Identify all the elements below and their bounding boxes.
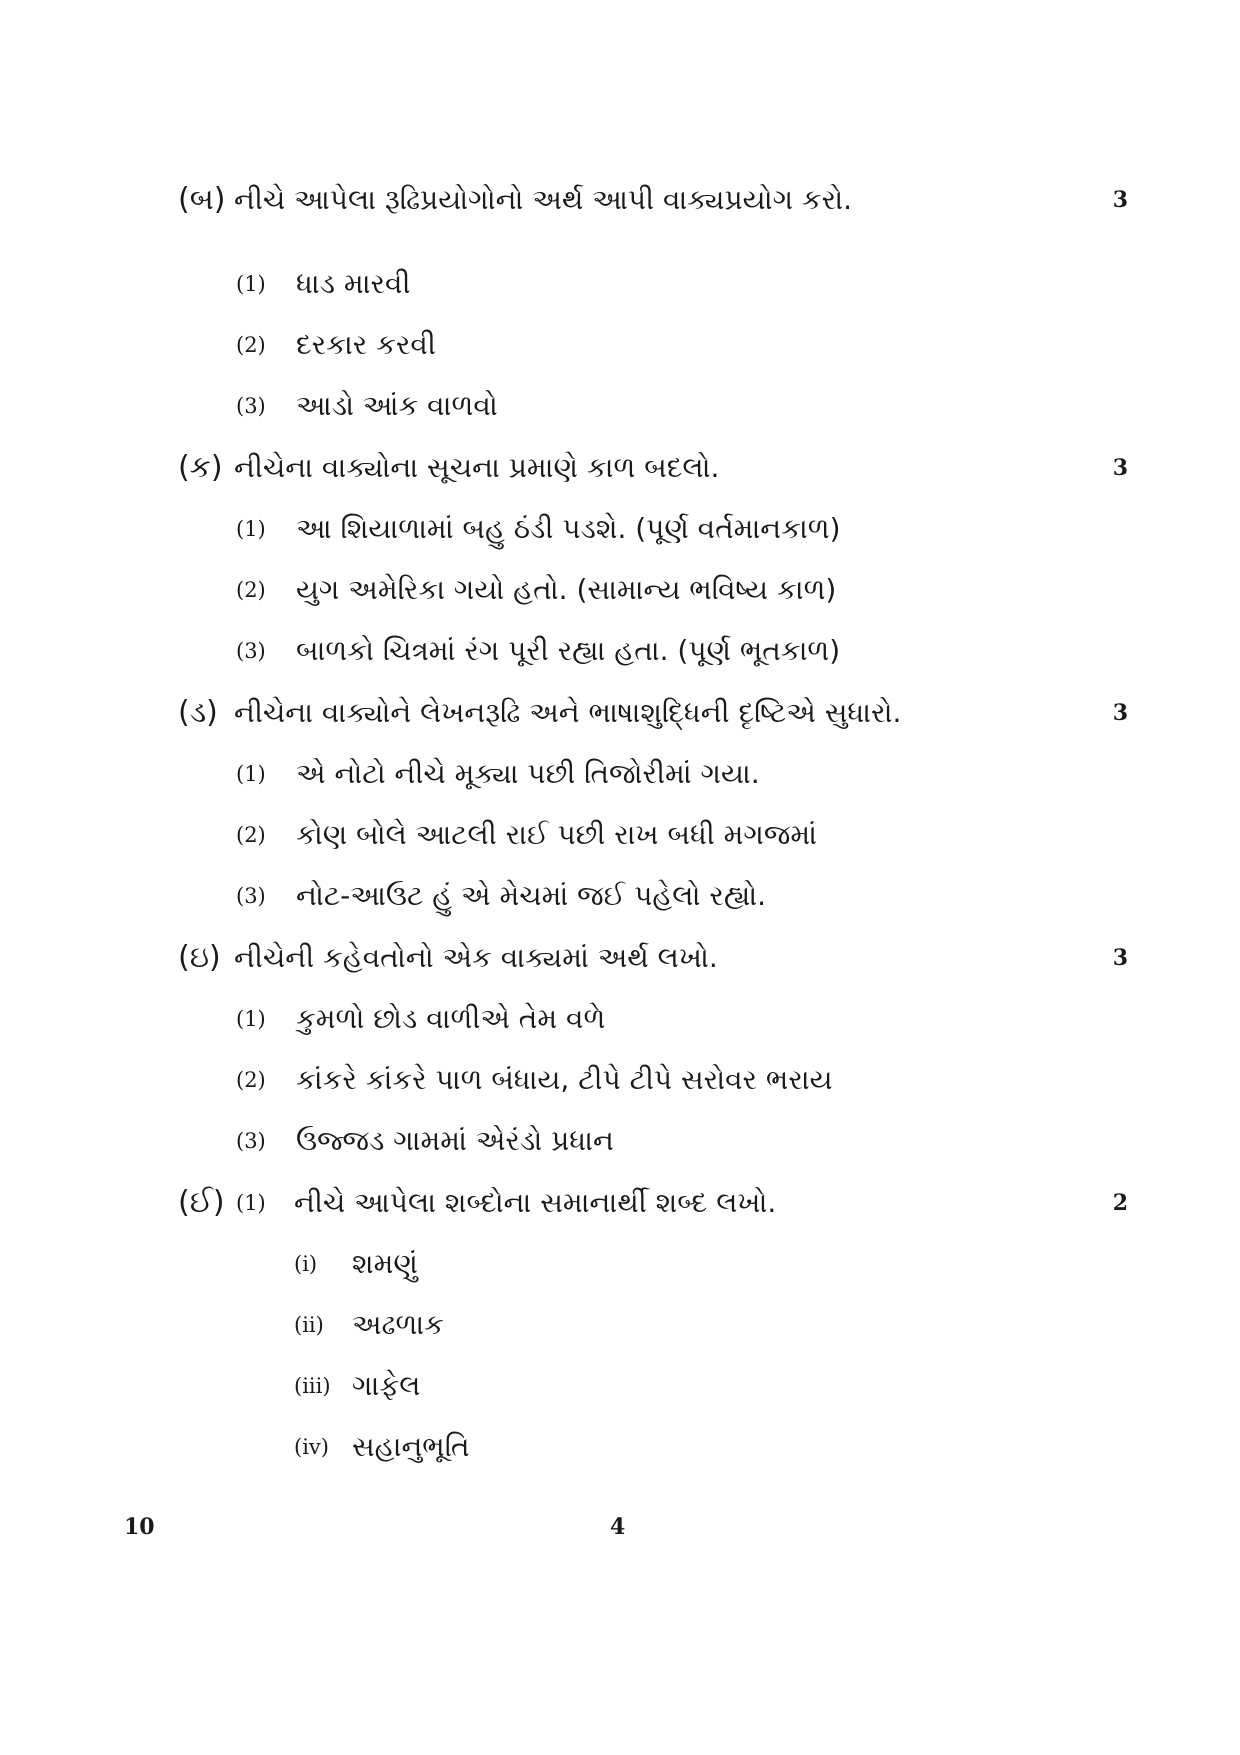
item-text: કાંકરે કાંકરે પાળ બંધાય, ટીપે ટીપે સરોવર ભરાય — [296, 1063, 833, 1096]
question-label: (ઇ) — [178, 940, 221, 975]
item-text: નોટ-આઉટ હું એ મેચમાં જઈ પહેલો રહ્યો. — [296, 879, 767, 912]
item-text: ધાડ મારવી — [296, 267, 411, 300]
question-marks: 3 — [1112, 187, 1128, 213]
item-number: (2) — [236, 823, 266, 847]
item-text: એ નોટો નીચે મૂક્યા પછી તિજોરીમાં ગયા. — [296, 757, 760, 790]
item-text: અઢળાક — [352, 1308, 444, 1341]
question-text: નીચે આપેલા શબ્દોના સમાનાર્થી શબ્દ લખો. — [294, 1186, 777, 1219]
item-number: (2) — [236, 578, 266, 602]
question-marks: 3 — [1112, 945, 1128, 971]
item-number: (i) — [294, 1252, 318, 1276]
item-number: (iv) — [294, 1435, 329, 1459]
question-header-i — [178, 936, 1128, 980]
item-number: (ii) — [294, 1313, 324, 1337]
item-number: (2) — [236, 333, 266, 357]
question-header-b — [178, 178, 1128, 222]
question-label: (ક) — [178, 450, 223, 485]
item-text: શમણું — [352, 1247, 418, 1280]
item-text: કુમળો છોડ વાળીએ તેમ વળે — [296, 1002, 606, 1035]
subquestion-number: (1) — [236, 1191, 266, 1215]
item-text: ઉજ્જડ ગામમાં એરંડો પ્રધાન — [296, 1124, 614, 1157]
question-header-d — [178, 691, 1128, 735]
item-text: ગાફેલ — [352, 1369, 421, 1402]
item-number: (1) — [236, 517, 266, 541]
question-header-ii — [178, 1181, 1128, 1225]
question-marks: 3 — [1112, 700, 1128, 726]
question-label: (બ) — [178, 182, 226, 217]
item-text: કોણ બોલે આટલી રાઈ પછી રાખ બધી મગજમાં — [296, 818, 817, 851]
item-number: (1) — [236, 1007, 266, 1031]
item-number: (3) — [236, 639, 266, 663]
question-label: (ઈ) — [178, 1185, 225, 1220]
question-text: નીચેના વાક્યોને લેખનરૂઢિ અને ભાષાશુદ્ધિની દૃષ્ટિએ સુધારો. — [234, 696, 902, 729]
question-header-k — [178, 446, 1128, 490]
item-text: દરકાર કરવી — [296, 328, 436, 361]
paper-code: 10 — [124, 1514, 155, 1540]
item-text: બાળકો ચિત્રમાં રંગ પૂરી રહ્યા હતા. (પૂર્ણ ભૂતકાળ) — [296, 634, 841, 667]
item-text: આ શિયાળામાં બહુ ઠંડી પડશે. (પૂર્ણ વર્તમાનકાળ) — [296, 512, 841, 545]
question-marks: 2 — [1112, 1190, 1128, 1216]
item-number: (2) — [236, 1068, 266, 1092]
question-text: નીચે આપેલા રૂઢિપ્રયોગોનો અર્થ આપી વાક્યપ્રયોગ કરો. — [234, 183, 853, 216]
item-text: સહાનુભૂતિ — [352, 1430, 470, 1463]
item-number: (3) — [236, 1129, 266, 1153]
item-number: (1) — [236, 762, 266, 786]
question-text: નીચેના વાક્યોના સૂચના પ્રમાણે કાળ બદલો. — [234, 451, 720, 484]
item-number: (3) — [236, 394, 266, 418]
item-number: (3) — [236, 884, 266, 908]
question-text: નીચેની કહેવતોનો એક વાક્યમાં અર્થ લખો. — [234, 941, 718, 974]
question-label: (ડ) — [178, 695, 218, 730]
item-text: આડો આંક વાળવો — [296, 389, 498, 422]
page-number: 4 — [610, 1514, 626, 1540]
item-number: (1) — [236, 272, 266, 296]
question-marks: 3 — [1112, 455, 1128, 481]
item-number: (iii) — [294, 1374, 331, 1398]
item-text: યુગ અમેરિકા ગયો હતો. (સામાન્ય ભવિષ્ય કાળ) — [296, 573, 837, 606]
